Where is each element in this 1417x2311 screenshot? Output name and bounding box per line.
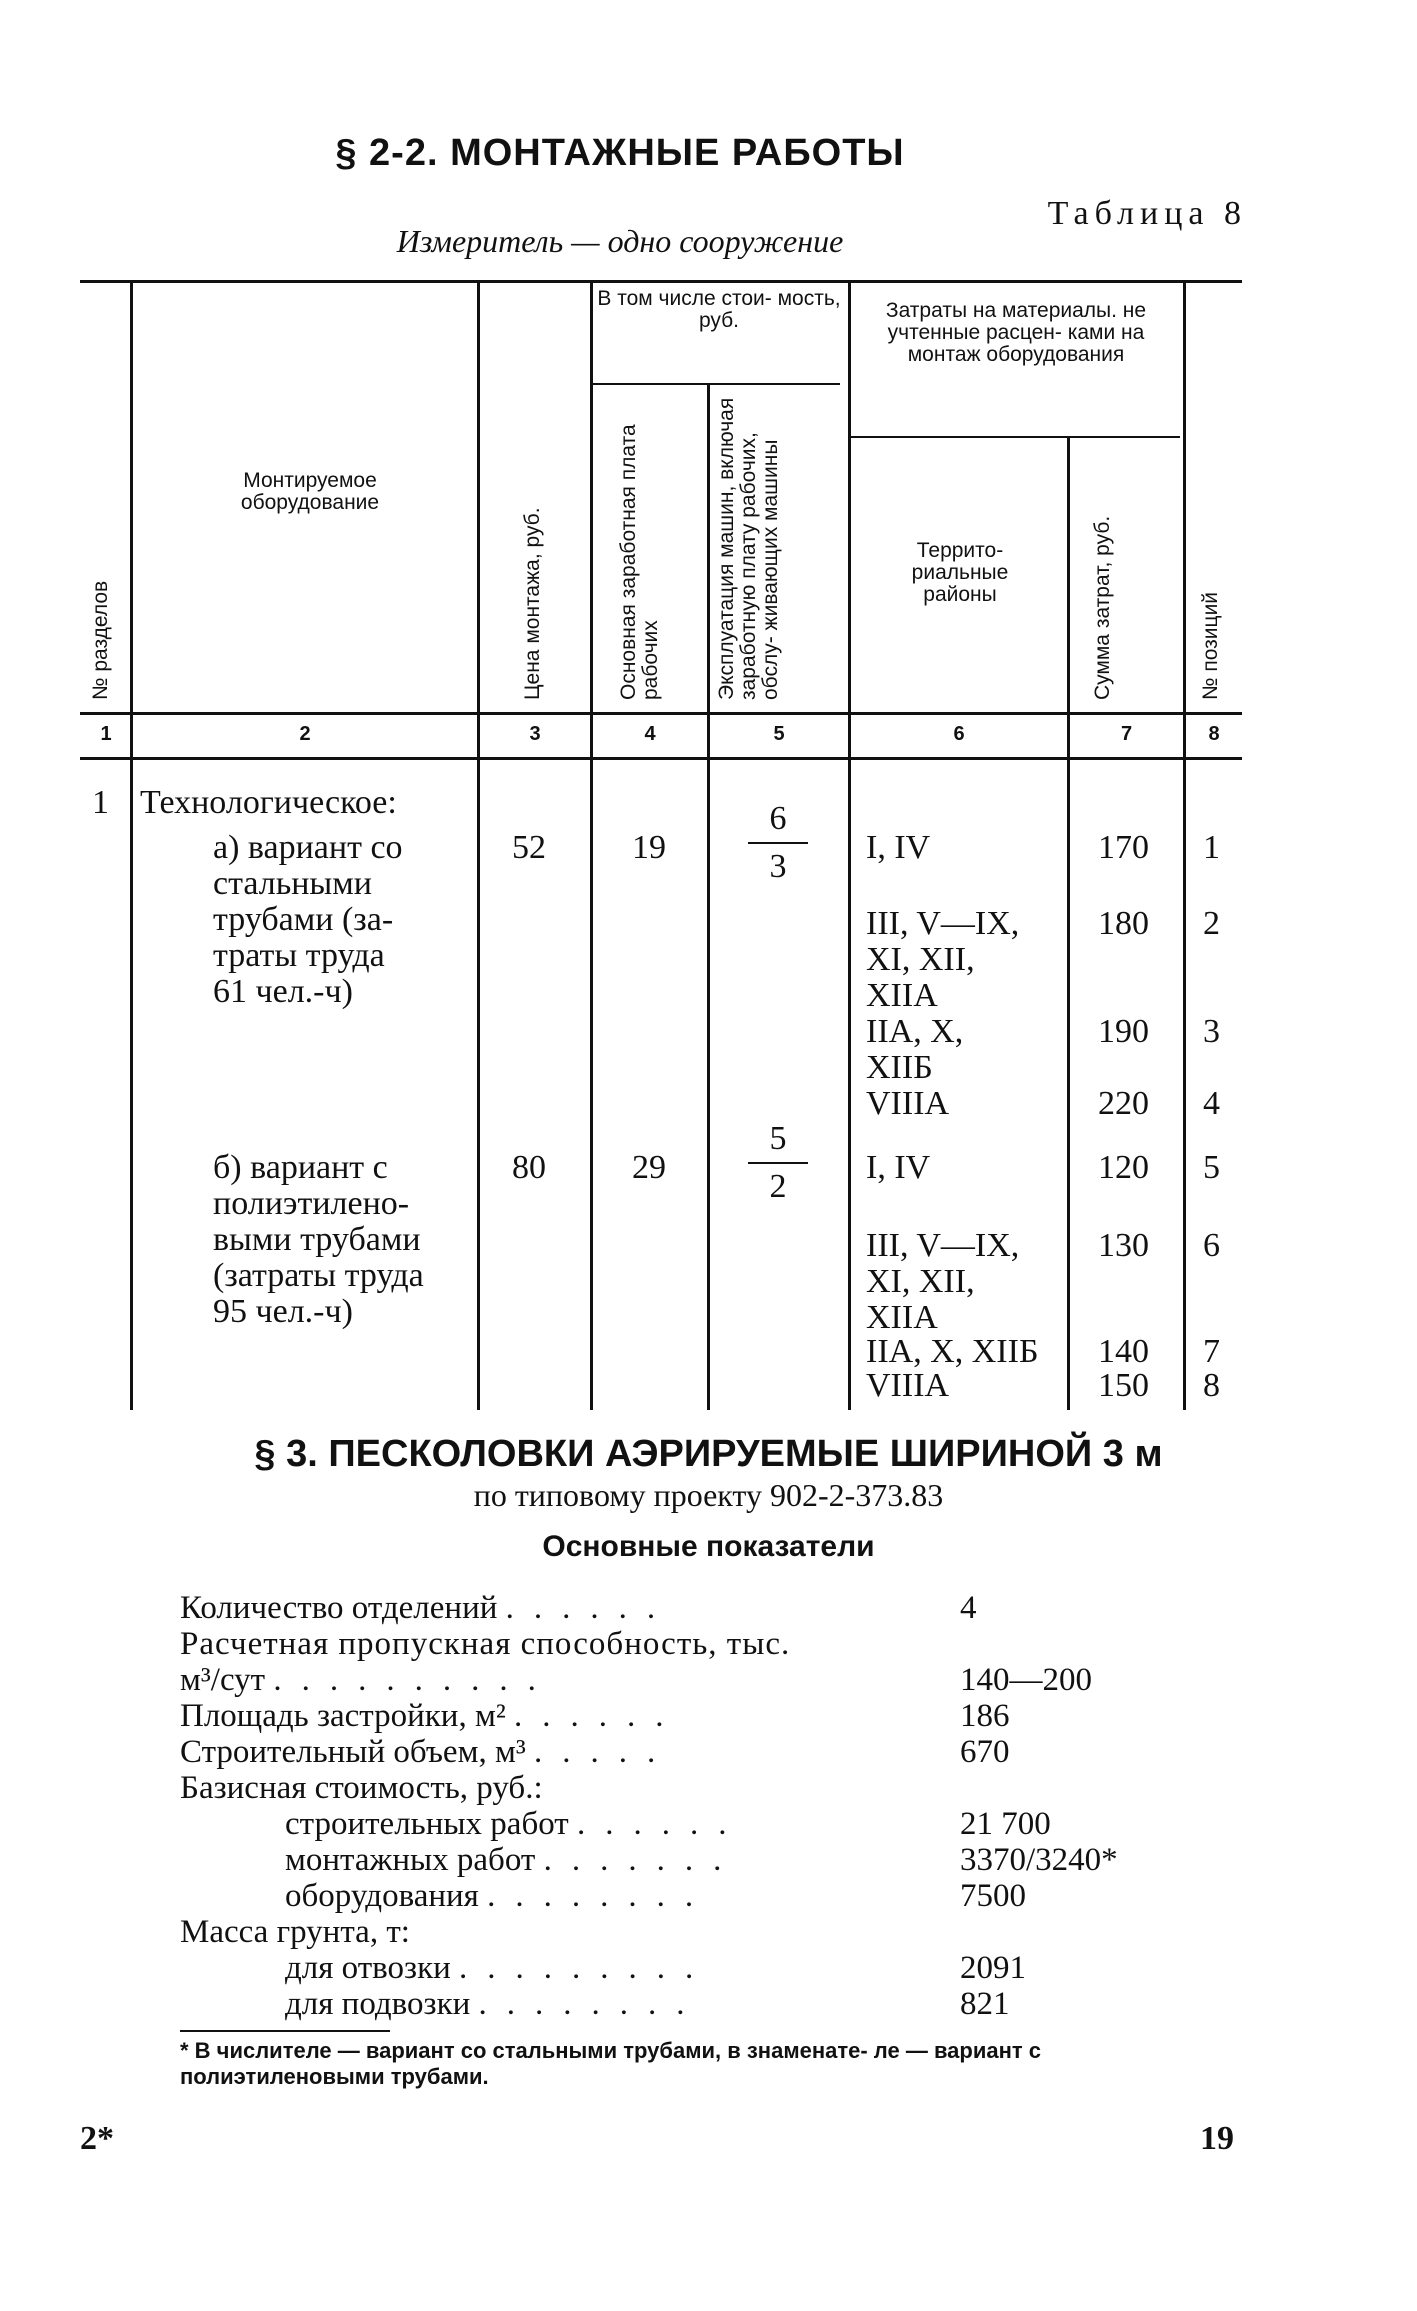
page-signature: 2* — [80, 2120, 114, 2157]
header-group-materials: Затраты на материалы. не учтенные расцен- ками на монтаж оборудования — [885, 299, 1147, 366]
header-sum: Сумма затрат, руб. — [1091, 515, 1114, 700]
variant-b-machines — [738, 1120, 818, 1206]
header-equipment: Монтируемое оборудование — [240, 469, 380, 514]
col-line-1 — [130, 280, 133, 1410]
region: IIА, X, — [866, 1013, 964, 1050]
indicator-value: 4 — [960, 1590, 977, 1626]
sum: 170 — [1098, 829, 1149, 866]
sum: 220 — [1098, 1085, 1149, 1122]
indicator-label: м³/сут .......... — [180, 1662, 556, 1698]
fraction-numerator: 5 — [769, 1120, 787, 1157]
indicator-value: 21 700 — [960, 1806, 1051, 1842]
table-label: Таблица 8 — [1047, 195, 1247, 232]
section-number: 1 — [92, 784, 109, 821]
fraction-numerator: 6 — [769, 800, 787, 837]
indicators-heading: Основные показатели — [542, 1530, 875, 1563]
variant-b-line: б) вариант с — [213, 1149, 388, 1186]
indicator-label: Количество отделений ...... — [180, 1590, 676, 1626]
header-wage: Основная заработная плата рабочих — [617, 424, 662, 700]
region: XI, XII, — [866, 941, 975, 978]
region: XIIБ — [866, 1049, 933, 1086]
section2-title: § 3. ПЕСКОЛОВКИ АЭРИРУЕМЫЕ ШИРИНОЙ 3 м — [254, 1433, 1163, 1475]
indicator-label: Строительный объем, м³ ..... — [180, 1734, 676, 1770]
fraction-denominator: 3 — [769, 848, 787, 885]
measure-caption: Измеритель — одно сооружение — [396, 223, 844, 259]
footnote-divider — [180, 2030, 390, 2032]
col-line-3 — [590, 280, 593, 1410]
variant-a-line: трубами (за- — [213, 901, 394, 938]
variant-b-line: 95 чел.-ч) — [213, 1293, 353, 1330]
fraction-bar — [748, 1162, 808, 1164]
sum: 150 — [1098, 1367, 1149, 1404]
section-name: Технологическое: — [140, 784, 397, 821]
sum: 140 — [1098, 1333, 1149, 1370]
col-line-2 — [477, 280, 480, 1410]
col-number: 1 — [100, 723, 112, 745]
indicator-value: 186 — [960, 1698, 1010, 1734]
variant-a-wage: 19 — [632, 829, 666, 866]
indicator-label: Расчетная пропускная способность, тыс. — [180, 1626, 791, 1662]
position: 3 — [1203, 1013, 1220, 1050]
position: 1 — [1203, 829, 1220, 866]
footnote: * В числителе — вариант со стальными трубами, в знаменате- ле — вариант с полиэтиленовыми трубами. — [180, 2038, 1042, 2089]
indicator-label: строительных работ ...... — [285, 1806, 747, 1842]
col-number: 6 — [953, 723, 965, 745]
region: VIIIА — [866, 1367, 950, 1404]
region: XIIА — [866, 977, 938, 1014]
fraction-bar — [748, 842, 808, 844]
indicator-label: Площадь застройки, м² ...... — [180, 1698, 684, 1734]
variant-a-price: 52 — [512, 829, 546, 866]
indicator-label: для отвозки ......... — [285, 1950, 714, 1986]
fraction-denominator: 2 — [769, 1168, 787, 1205]
region: IIА, X, XIIБ — [866, 1333, 1039, 1370]
position: 6 — [1203, 1227, 1220, 1264]
header-section-no: № разделов — [89, 580, 112, 700]
variant-b-price: 80 — [512, 1149, 546, 1186]
header-group-cost: В том числе стои- мость, руб. — [597, 287, 841, 332]
indicator-label: для подвозки ........ — [285, 1986, 705, 2022]
sum: 130 — [1098, 1227, 1149, 1264]
section2-subtitle: по типовому проекту 902-2-373.83 — [473, 1477, 944, 1513]
subheader-divider-67 — [850, 436, 1180, 438]
region: III, V—IX, — [866, 1227, 1020, 1264]
col-line-7 — [1183, 280, 1186, 1410]
table-top-border — [80, 280, 1242, 283]
header-price: Цена монтажа, руб. — [521, 507, 544, 700]
col-number: 2 — [299, 723, 311, 745]
col-number: 7 — [1120, 723, 1133, 745]
region: VIIIА — [866, 1085, 950, 1122]
variant-a-line: 61 чел.-ч) — [213, 973, 353, 1010]
page-number: 19 — [1200, 2120, 1234, 2157]
variant-b-line: полиэтилено- — [213, 1185, 410, 1222]
variant-a-line: стальными — [213, 865, 372, 902]
header-machines: Эксплуатация машин, включая заработную плату рабочих, обслу- живающих машины — [715, 397, 782, 700]
variant-b-line: (затраты труда — [213, 1257, 424, 1294]
position: 7 — [1203, 1333, 1220, 1370]
region: I, IV — [866, 1149, 931, 1186]
header-positions: № позиций — [1199, 591, 1222, 700]
indicator-label: Базисная стоимость, руб.: — [180, 1770, 543, 1806]
indicator-label: оборудования ........ — [285, 1878, 714, 1914]
sum: 120 — [1098, 1149, 1149, 1186]
position: 5 — [1203, 1149, 1220, 1186]
header-regions: Террито- риальные районы — [911, 539, 1009, 606]
indicator-value: 670 — [960, 1734, 1010, 1770]
variant-a-machines — [738, 800, 818, 886]
col-number: 8 — [1208, 723, 1220, 745]
variant-a-line: траты труда — [213, 937, 385, 974]
col-line-5 — [848, 280, 851, 1410]
position: 8 — [1203, 1367, 1220, 1404]
indicator-value: 3370/3240* — [960, 1842, 1118, 1878]
col-line-4 — [707, 383, 710, 1410]
indicator-value: 7500 — [960, 1878, 1026, 1914]
indicator-value: 2091 — [960, 1950, 1026, 1986]
region: XI, XII, — [866, 1263, 975, 1300]
variant-a-line: а) вариант со — [213, 829, 403, 866]
sum: 180 — [1098, 905, 1149, 942]
position: 4 — [1203, 1085, 1220, 1122]
variant-b-wage: 29 — [632, 1149, 666, 1186]
region: XIIА — [866, 1299, 938, 1336]
position: 2 — [1203, 905, 1220, 942]
subheader-divider-45 — [590, 383, 840, 385]
col-number: 5 — [773, 723, 785, 745]
indicator-value: 821 — [960, 1986, 1010, 2022]
variant-b-line: выми трубами — [213, 1221, 421, 1258]
col-number: 4 — [644, 723, 656, 745]
indicator-label: монтажных работ ....... — [285, 1842, 742, 1878]
region: I, IV — [866, 829, 931, 866]
section-title: § 2-2. МОНТАЖНЫЕ РАБОТЫ — [335, 132, 905, 174]
col-number: 3 — [529, 723, 541, 745]
region: III, V—IX, — [866, 905, 1020, 942]
indicator-label: Масса грунта, т: — [180, 1914, 410, 1950]
sum: 190 — [1098, 1013, 1149, 1050]
col-line-6 — [1067, 436, 1070, 1410]
indicator-value: 140—200 — [960, 1662, 1092, 1698]
